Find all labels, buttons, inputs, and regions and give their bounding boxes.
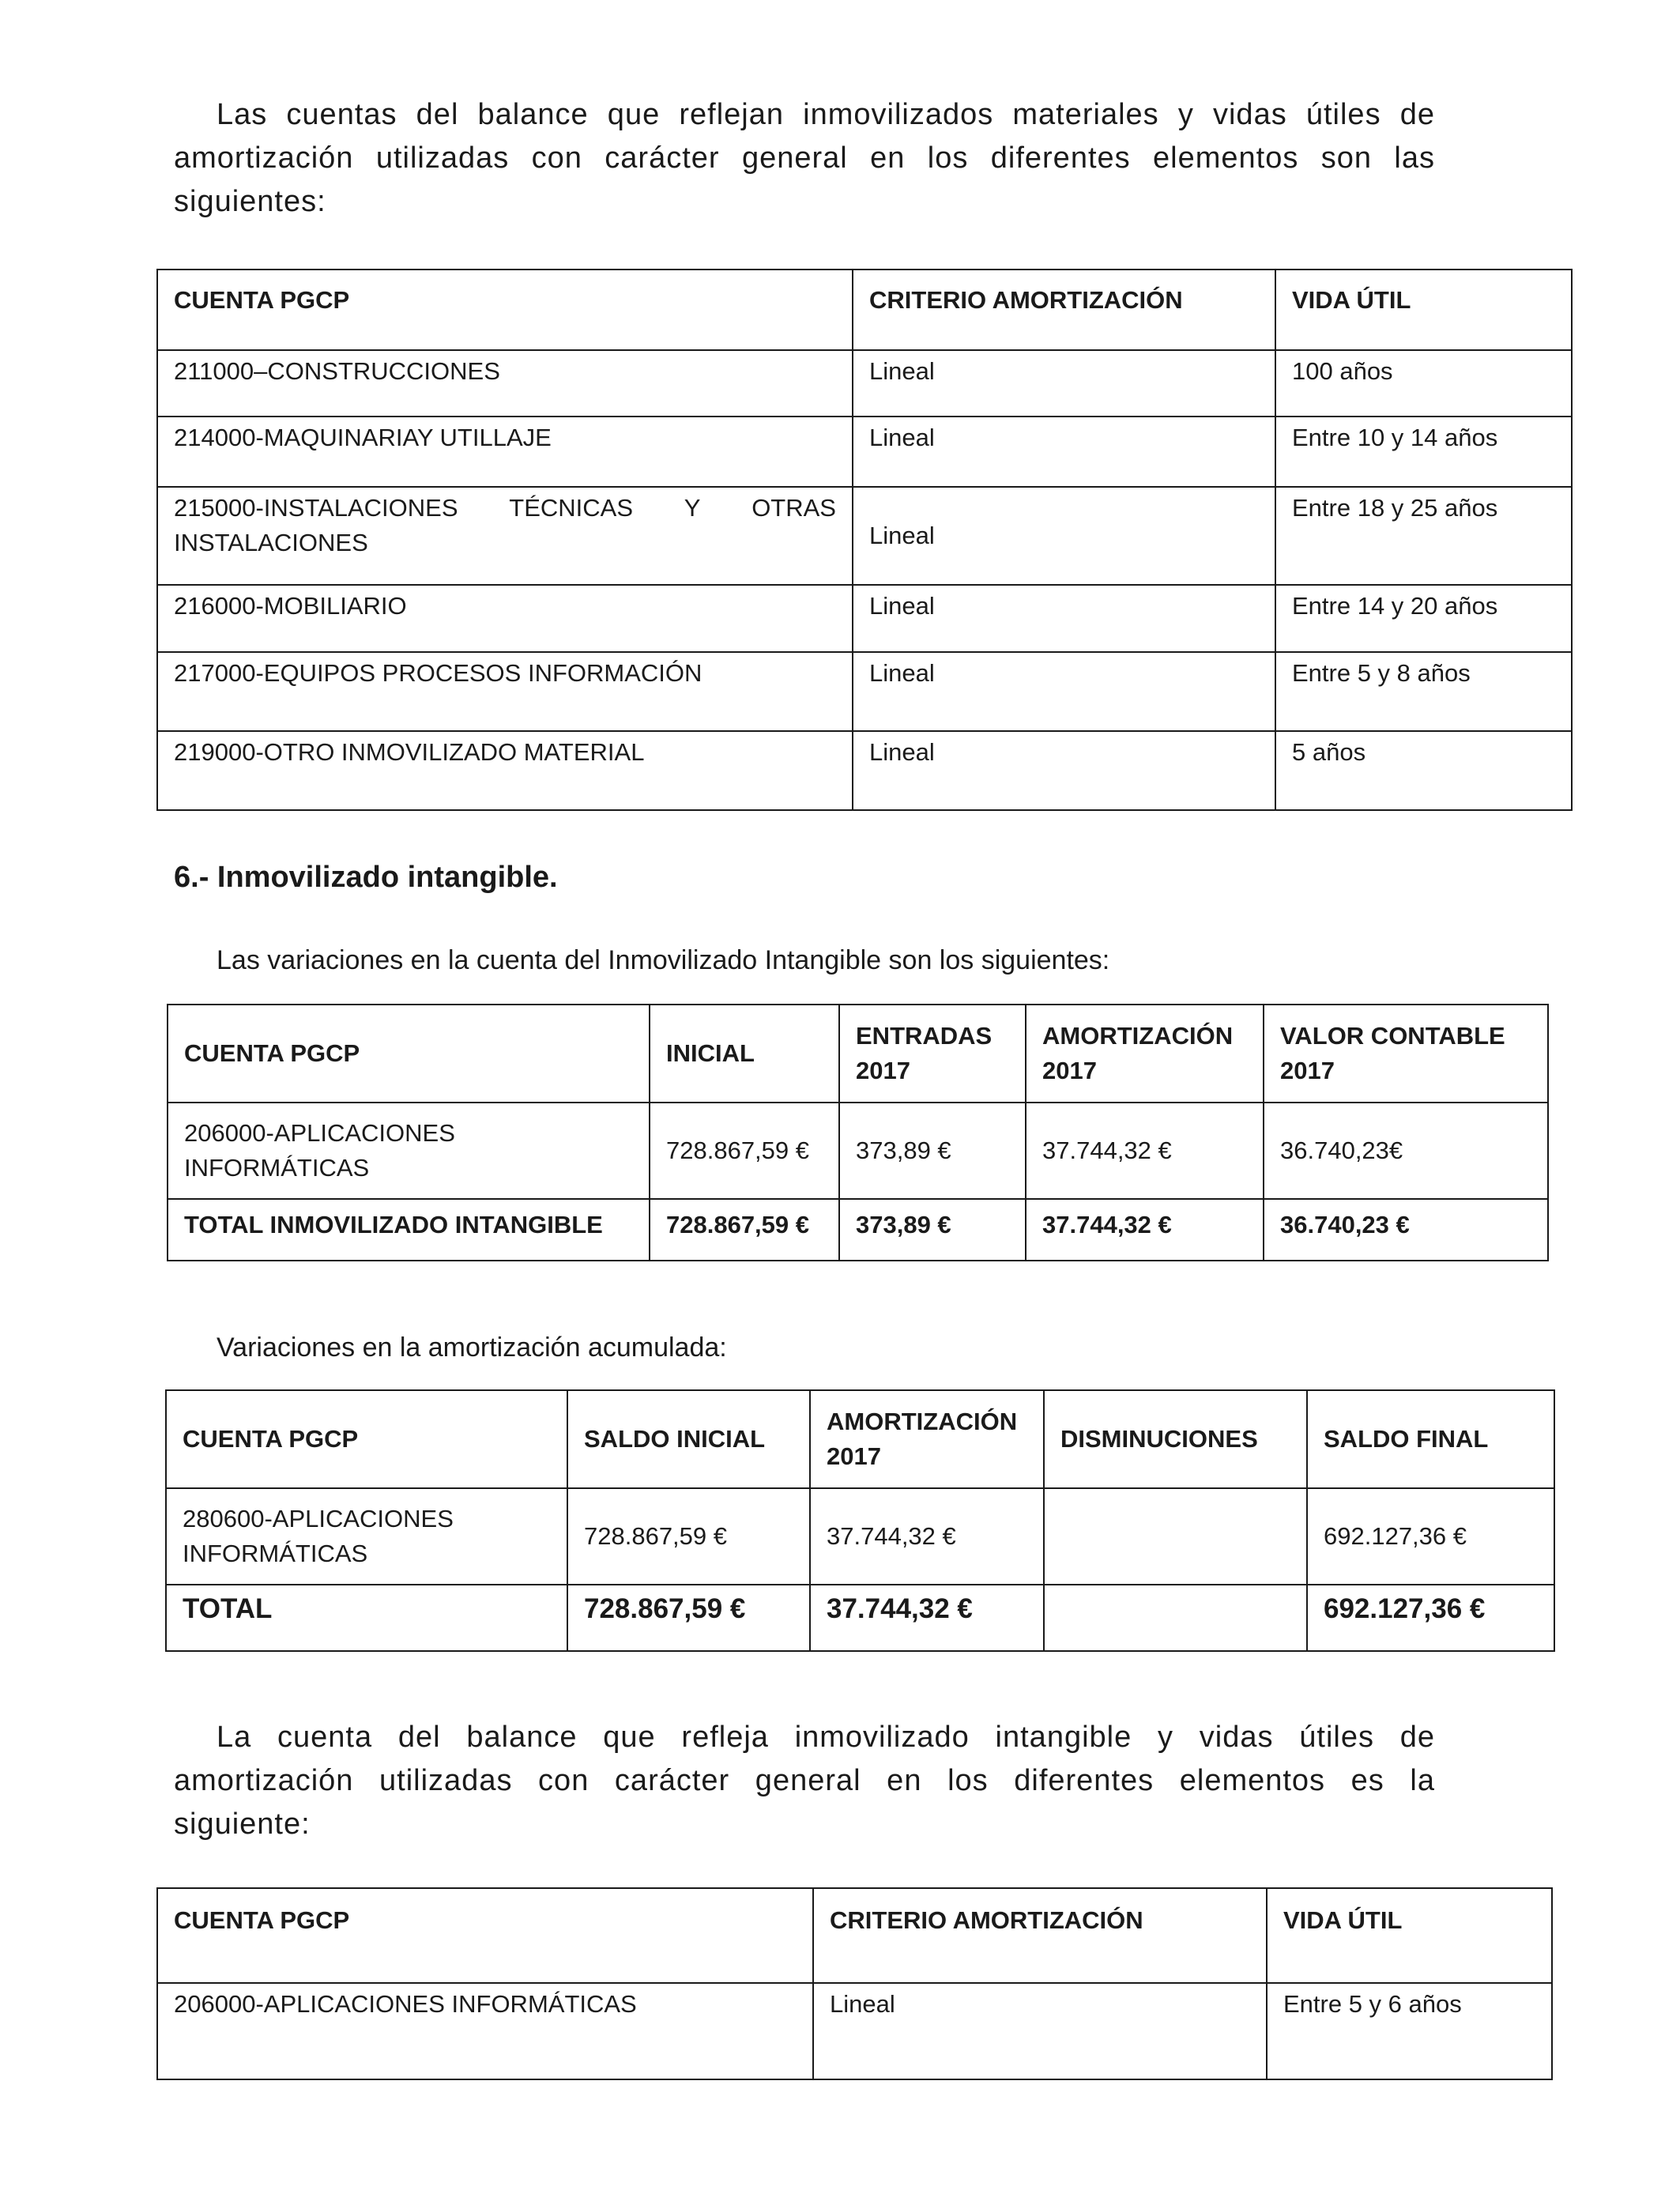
account-cell-text: 215000-INSTALACIONES TÉCNICAS Y OTRAS INSTALACIONES xyxy=(174,494,836,556)
useful-life-cell: Entre 18 y 25 años xyxy=(1275,487,1572,585)
header-cell: INICIAL xyxy=(650,1005,839,1103)
account-cell: 219000-OTRO INMOVILIZADO MATERIAL xyxy=(157,731,853,810)
total-amount-cell: 37.744,32 € xyxy=(810,1585,1044,1651)
total-amount-cell xyxy=(1044,1585,1307,1651)
table-header-row xyxy=(157,1888,1552,1983)
total-label-cell: TOTAL INMOVILIZADO INTANGIBLE xyxy=(168,1199,650,1261)
useful-life-cell: 5 años xyxy=(1275,731,1572,810)
account-cell xyxy=(157,487,853,585)
total-amount-cell: 692.127,36 € xyxy=(1307,1585,1554,1651)
table-row xyxy=(157,585,1572,652)
criterion-cell: Lineal xyxy=(853,417,1275,487)
intro-paragraph-text: Las cuentas del balance que reflejan inmovilizados materiales y vidas útiles de amortización utilizadas con carácter general en los diferentes elementos son las siguientes: xyxy=(174,98,1435,218)
intangible-useful-life-table xyxy=(156,1887,1553,2080)
header-cell: AMORTIZACIÓN 2017 xyxy=(1026,1005,1264,1103)
total-label-cell: TOTAL xyxy=(166,1585,567,1651)
account-cell: 280600-APLICACIONES INFORMÁTICAS xyxy=(166,1488,567,1585)
header-cell: SALDO INICIAL xyxy=(567,1390,810,1488)
header-cell: CRITERIO AMORTIZACIÓN xyxy=(853,270,1275,350)
criterion-cell: Lineal xyxy=(853,350,1275,417)
amortization-intro: Variaciones en la amortización acumulada: xyxy=(217,1333,727,1363)
table-row xyxy=(157,1983,1552,2079)
criterion-cell: Lineal xyxy=(853,652,1275,731)
account-cell: 211000–CONSTRUCCIONES xyxy=(157,350,853,417)
section-heading: 6.- Inmovilizado intangible. xyxy=(174,861,558,894)
account-cell: 206000-APLICACIONES INFORMÁTICAS xyxy=(168,1103,650,1199)
accumulated-amortization-table xyxy=(165,1389,1555,1652)
table-row xyxy=(166,1488,1554,1585)
useful-life-cell: Entre 5 y 6 años xyxy=(1267,1983,1552,2079)
intro-paragraph xyxy=(174,93,1435,224)
amount-cell: 692.127,36 € xyxy=(1307,1488,1554,1585)
header-cell: VALOR CONTABLE 2017 xyxy=(1264,1005,1548,1103)
table-row xyxy=(157,417,1572,487)
total-amount-cell: 36.740,23 € xyxy=(1264,1199,1548,1261)
table-header-row xyxy=(168,1005,1548,1103)
table-row xyxy=(168,1103,1548,1199)
amount-cell: 37.744,32 € xyxy=(1026,1103,1264,1199)
amount-cell: 37.744,32 € xyxy=(810,1488,1044,1585)
closing-paragraph xyxy=(174,1716,1435,1846)
intangible-assets-table xyxy=(167,1004,1549,1261)
material-assets-table xyxy=(156,269,1573,811)
criterion-cell: Lineal xyxy=(853,585,1275,652)
account-cell: 217000-EQUIPOS PROCESOS INFORMACIÓN xyxy=(157,652,853,731)
useful-life-cell: Entre 14 y 20 años xyxy=(1275,585,1572,652)
header-cell: VIDA ÚTIL xyxy=(1267,1888,1552,1983)
useful-life-cell: Entre 5 y 8 años xyxy=(1275,652,1572,731)
table-total-row xyxy=(166,1585,1554,1651)
table-row xyxy=(157,731,1572,810)
table-row xyxy=(157,487,1572,585)
table-row xyxy=(157,652,1572,731)
header-cell: SALDO FINAL xyxy=(1307,1390,1554,1488)
criterion-cell: Lineal xyxy=(853,487,1275,585)
total-amount-cell: 37.744,32 € xyxy=(1026,1199,1264,1261)
amount-cell: 36.740,23€ xyxy=(1264,1103,1548,1199)
header-cell: CUENTA PGCP xyxy=(157,270,853,350)
amount-cell: 728.867,59 € xyxy=(567,1488,810,1585)
header-cell: DISMINUCIONES xyxy=(1044,1390,1307,1488)
total-amount-cell: 373,89 € xyxy=(839,1199,1026,1261)
table-total-row xyxy=(168,1199,1548,1261)
amount-cell xyxy=(1044,1488,1307,1585)
total-amount-cell: 728.867,59 € xyxy=(650,1199,839,1261)
header-cell: CRITERIO AMORTIZACIÓN xyxy=(813,1888,1267,1983)
header-cell: ENTRADAS 2017 xyxy=(839,1005,1026,1103)
account-cell: 216000-MOBILIARIO xyxy=(157,585,853,652)
account-cell: 206000-APLICACIONES INFORMÁTICAS xyxy=(157,1983,813,2079)
table-header-row xyxy=(166,1390,1554,1488)
table-header-row xyxy=(157,270,1572,350)
useful-life-cell: Entre 10 y 14 años xyxy=(1275,417,1572,487)
table-row xyxy=(157,350,1572,417)
header-cell: AMORTIZACIÓN 2017 xyxy=(810,1390,1044,1488)
amount-cell: 728.867,59 € xyxy=(650,1103,839,1199)
closing-paragraph-text: La cuenta del balance que refleja inmovilizado intangible y vidas útiles de amortización utilizadas con carácter general en los diferentes elementos es la siguiente: xyxy=(174,1721,1435,1841)
useful-life-cell: 100 años xyxy=(1275,350,1572,417)
criterion-cell: Lineal xyxy=(813,1983,1267,2079)
header-cell: CUENTA PGCP xyxy=(157,1888,813,1983)
account-cell: 214000-MAQUINARIAY UTILLAJE xyxy=(157,417,853,487)
header-cell: VIDA ÚTIL xyxy=(1275,270,1572,350)
amount-cell: 373,89 € xyxy=(839,1103,1026,1199)
total-amount-cell: 728.867,59 € xyxy=(567,1585,810,1651)
header-cell: CUENTA PGCP xyxy=(166,1390,567,1488)
variations-intro: Las variaciones en la cuenta del Inmovilizado Intangible son los siguientes: xyxy=(217,945,1110,975)
header-cell: CUENTA PGCP xyxy=(168,1005,650,1103)
criterion-cell: Lineal xyxy=(853,731,1275,810)
